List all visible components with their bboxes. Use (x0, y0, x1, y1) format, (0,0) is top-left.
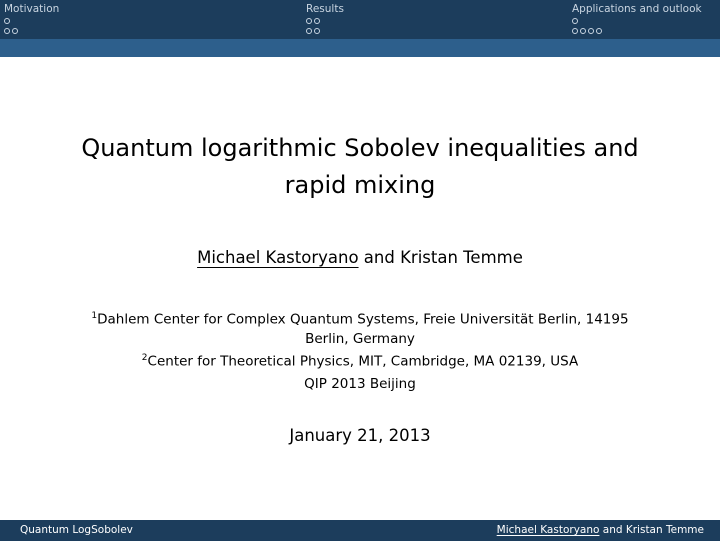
nav-frame-dot[interactable] (4, 28, 10, 34)
nav-section-motivation[interactable] (4, 3, 59, 36)
conference: QIP 2013 Beijing (304, 376, 416, 392)
affiliation-1-line-2: Berlin, Germany (305, 330, 415, 347)
footer-coauthor: and Kristan Temme (599, 524, 704, 536)
title-line-2: rapid mixing (284, 171, 436, 199)
affiliation-2-mark: 2 (141, 352, 148, 363)
nav-dots-row (4, 16, 59, 26)
footer-short-title: Quantum LogSobolev (20, 524, 133, 536)
nav-frame-dot[interactable] (306, 28, 312, 34)
nav-frame-dot[interactable] (588, 28, 594, 34)
header-accent-strip (0, 39, 720, 57)
nav-dots-row (572, 16, 702, 26)
affiliation-1-mark: 1 (91, 311, 98, 321)
presenter-name: Michael Kastoryano (197, 248, 359, 267)
nav-frame-dot[interactable] (4, 18, 10, 24)
affiliation-1-line-1: Dahlem Center for Complex Quantum Systems, Freie Universität Berlin, 14195 (97, 311, 629, 328)
nav-frame-dot[interactable] (572, 18, 578, 24)
footer-presenter: Michael Kastoryano (496, 524, 600, 536)
nav-section-label[interactable]: Applications and outlook (572, 3, 702, 15)
nav-frame-dot[interactable] (314, 18, 320, 24)
nav-frame-dot[interactable] (314, 28, 320, 34)
footer-authors (497, 524, 704, 536)
affiliation-2-line-1: Center for Theoretical Physics, MIT, Cambridge, MA 02139, USA (147, 353, 579, 369)
affiliations (40, 307, 680, 371)
nav-section-label[interactable]: Results (306, 3, 344, 15)
nav-section-label[interactable]: Motivation (4, 3, 60, 15)
nav-dots-row (306, 26, 344, 36)
slide-title (40, 130, 680, 204)
nav-dots-row (306, 16, 344, 26)
title-line-1: Quantum logarithmic Sobolev inequalities and (81, 134, 639, 162)
nav-frame-dot[interactable] (580, 28, 586, 34)
nav-dots-row (572, 26, 702, 36)
nav-frame-dot[interactable] (596, 28, 602, 34)
nav-frame-dot[interactable] (306, 18, 312, 24)
authors (40, 248, 680, 267)
nav-section-applications[interactable] (572, 3, 702, 36)
footer-bar (0, 520, 720, 541)
navigation-header (0, 0, 720, 39)
nav-frame-dot[interactable] (12, 28, 18, 34)
affiliation-1 (40, 307, 680, 330)
nav-section-results[interactable] (306, 3, 344, 36)
affiliation-2 (40, 349, 680, 372)
coauthor-text: and Kristan Temme (358, 248, 523, 267)
nav-dots-row (4, 26, 59, 36)
nav-frame-dot[interactable] (572, 28, 578, 34)
date: January 21, 2013 (289, 426, 431, 445)
